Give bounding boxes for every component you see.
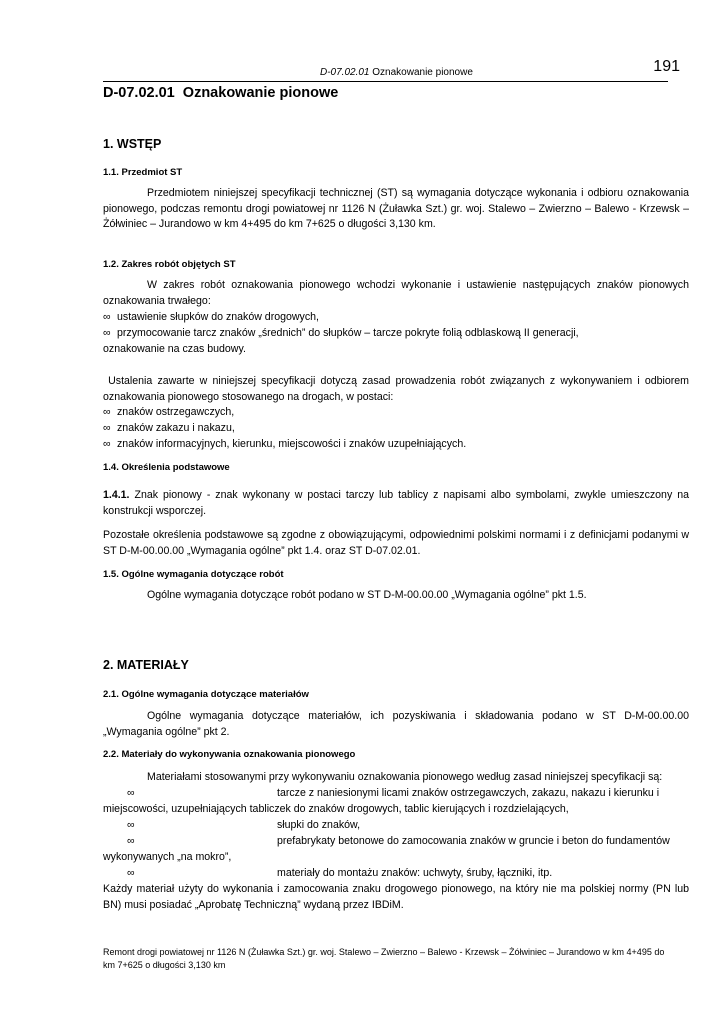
section-1-1-paragraph: Przedmiotem niniejszej specyfikacji technicznej (ST) są wymagania dotyczące wykonania i odbioru oznakowania pionowego, podczas remontu drogi powiatowej nr 1126 N (Żuławka Szt.) gr. woj. Stalewo – Zwierzno – Balewo - Krzewsk – Żółwiniec – Jurandowo w km 4+495 do km 7+625 o długości 3,130 km. bbox=[103, 187, 689, 230]
section-2-2-paragraph: Każdy materiał użyty do wykonania i zamocowania znaku drogowego pionowego, na który nie ma polskiej normy (PN lub BN) musi posiadać „Aprobatę Techniczną” wydaną przez IBDiM. bbox=[103, 883, 689, 911]
list-item-text: wykonywanych „na mokro”, bbox=[103, 851, 232, 863]
list-item-text: znaków informacyjnych, kierunku, miejscowości i znaków uzupełniających. bbox=[117, 438, 467, 450]
bullet-infinity-icon: ∞ bbox=[127, 835, 135, 847]
list-item bbox=[103, 834, 689, 850]
section-1-4-1-paragraph bbox=[103, 488, 689, 519]
section-1-1-heading: 1.1. Przedmiot ST bbox=[103, 167, 183, 178]
section-1-4-heading: 1.4. Określenia podstawowe bbox=[103, 462, 230, 473]
list-item-text: przymocowanie tarcz znaków „średnich” do słupków – tarcze pokryte folią odblaskową II generacji, bbox=[117, 327, 579, 339]
section-1-heading: 1. WSTĘP bbox=[103, 137, 162, 151]
running-header bbox=[320, 67, 473, 78]
bullet-infinity-icon: ∞ bbox=[103, 327, 111, 339]
section-2-1-heading: 2.1. Ogólne wymagania dotyczące materiałów bbox=[103, 689, 309, 700]
list-item-text: słupki do znaków, bbox=[277, 819, 361, 831]
page-number: 191 bbox=[653, 58, 680, 75]
list-item-text: prefabrykaty betonowe do zamocowania znaków w gruncie i beton do fundamentów bbox=[277, 835, 670, 847]
section-2-1-paragraph: Ogólne wymagania dotyczące materiałów, ich pozyskiwania i składowania podano w ST D-M-00.00.00 „Wymagania ogólne” pkt 2. bbox=[103, 710, 689, 738]
section-2-2-intro: Materiałami stosowanymi przy wykonywaniu oznakowania pionowego według zasad niniejszej specyfikacji są: bbox=[147, 771, 663, 783]
list-item-text: materiały do montażu znaków: uchwyty, śruby, łączniki, itp. bbox=[277, 867, 553, 879]
bullet-infinity-icon: ∞ bbox=[103, 422, 111, 434]
section-1-5-paragraph: Ogólne wymagania dotyczące robót podano w ST D-M-00.00.00 „Wymagania ogólne” pkt 1.5. bbox=[147, 589, 587, 601]
list-item-continuation bbox=[103, 802, 689, 818]
list-item-text: miejscowości, uzupełniających tabliczek do znaków drogowych, tablic kierujących i rozdzielających, bbox=[103, 803, 569, 815]
bullet-infinity-icon: ∞ bbox=[127, 819, 135, 831]
list-item bbox=[103, 866, 689, 882]
list-item bbox=[103, 421, 235, 437]
list-item-text: znaków ostrzegawczych, bbox=[117, 406, 235, 418]
list-item bbox=[103, 818, 689, 834]
section-2-heading: 2. MATERIAŁY bbox=[103, 658, 189, 672]
section-1-4-1-label: 1.4.1. bbox=[103, 489, 130, 501]
document-title: D-07.02.01 Oznakowanie pionowe bbox=[103, 85, 339, 101]
header-rule bbox=[103, 81, 668, 82]
section-2-2-heading: 2.2. Materiały do wykonywania oznakowania pionowego bbox=[103, 749, 356, 760]
list-item-continuation bbox=[103, 850, 689, 866]
bullet-infinity-icon: ∞ bbox=[103, 406, 111, 418]
section-1-5-heading: 1.5. Ogólne wymagania dotyczące robót bbox=[103, 569, 284, 580]
footer-line-2: km 7+625 o długości 3,130 km bbox=[103, 960, 226, 970]
list-item-text: tarcze z naniesionymi licami znaków ostrzegawczych, zakazu, nakazu i kierunku i bbox=[277, 787, 660, 799]
list-item bbox=[103, 310, 319, 326]
section-1-4-1-text: Znak pionowy - znak wykonany w postaci tarczy lub tablicy z napisami albo symbolami, zwykle umieszczony na konstrukcji wsporczej. bbox=[103, 489, 689, 517]
list-item bbox=[103, 326, 579, 342]
section-1-4-paragraph-2: Pozostałe określenia podstawowe są zgodne z obowiązującymi, odpowiednimi polskimi normami i z definicjami podanymi w ST D-M-00.00.00 „Wymagania ogólne” pkt 1.4. oraz ST D-07.02.01. bbox=[103, 529, 689, 557]
list-item-text: znaków zakazu i nakazu, bbox=[117, 422, 235, 434]
list-item bbox=[103, 405, 234, 421]
page-footer bbox=[103, 946, 678, 972]
section-1-2-after-list: oznakowanie na czas budowy. bbox=[103, 343, 246, 355]
list-item bbox=[103, 786, 689, 802]
bullet-infinity-icon: ∞ bbox=[127, 787, 135, 799]
bullet-infinity-icon: ∞ bbox=[103, 438, 111, 450]
footer-line-1: Remont drogi powiatowej nr 1126 N (Żuławka Szt.) gr. woj. Stalewo – Zwierzno – Balewo - Krzewsk – Żółwiniec – Jurandowo w km 4+495 do bbox=[103, 947, 665, 957]
section-1-2-heading: 1.2. Zakres robót objętych ST bbox=[103, 259, 236, 270]
bullet-infinity-icon: ∞ bbox=[103, 311, 111, 323]
section-1-2-paragraph-2: Ustalenia zawarte w niniejszej specyfikacji dotyczą zasad prowadzenia robót związanych z wykonywaniem i odbiorem oznakowania pionowego stosowanego na drogach, w postaci: bbox=[103, 375, 692, 403]
section-1-2-paragraph: W zakres robót oznakowania pionowego wchodzi wykonanie i ustawienie następujących znaków pionowych oznakowania trwałego: bbox=[103, 279, 689, 307]
list-item-text: ustawienie słupków do znaków drogowych, bbox=[117, 311, 319, 323]
bullet-infinity-icon: ∞ bbox=[127, 867, 135, 879]
list-item bbox=[103, 437, 466, 453]
running-header-code: D-07.02.01 bbox=[320, 67, 370, 78]
running-header-title: Oznakowanie pionowe bbox=[369, 67, 473, 78]
